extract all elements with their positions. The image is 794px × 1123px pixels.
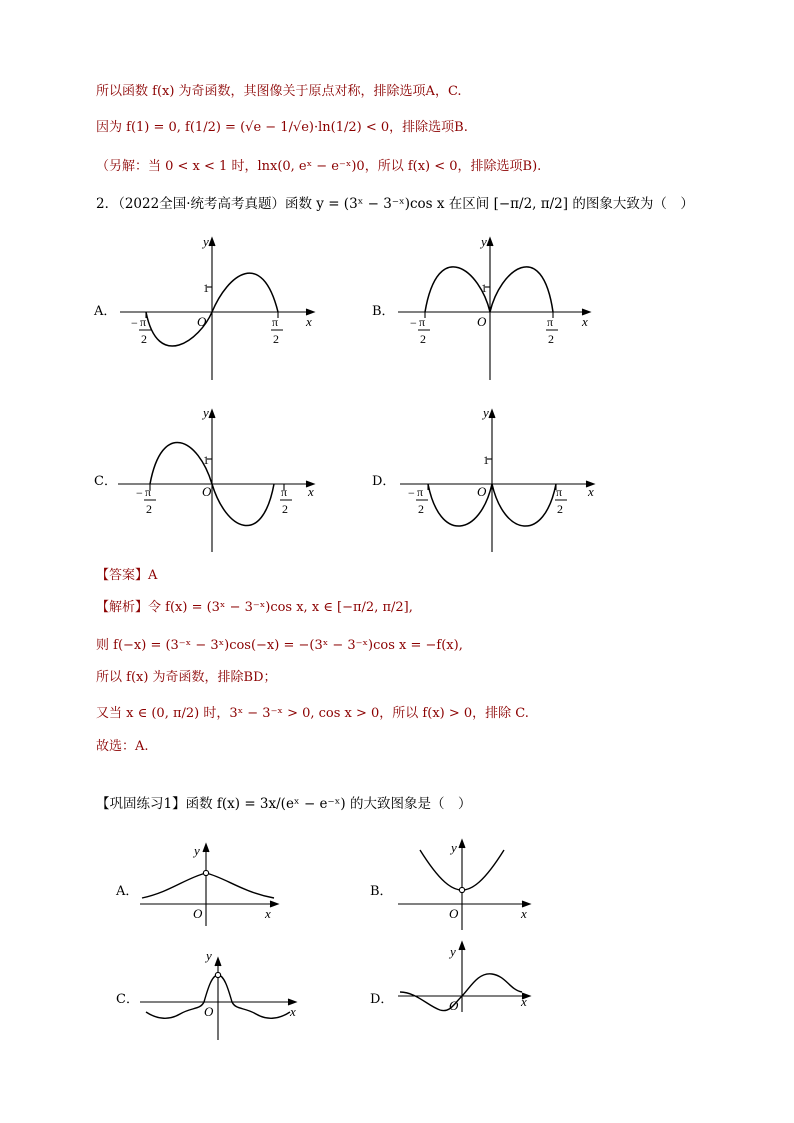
- graph-a-origin: O: [197, 314, 207, 329]
- graph-a-pos-two: 2: [273, 332, 279, 346]
- option-b-label: B．: [372, 304, 395, 319]
- graph-d-one: 1: [483, 453, 489, 467]
- graph-b-x-label: x: [582, 314, 588, 329]
- practice-c-x-label: x: [290, 1004, 296, 1019]
- graph-a-neg-minus: −: [131, 316, 138, 330]
- graph-b-origin: O: [477, 314, 487, 329]
- graph-c-pos-pi: π: [281, 485, 288, 499]
- graph-b-neg-two: 2: [420, 332, 426, 346]
- graph-b-pos-two: 2: [548, 332, 554, 346]
- graph-d-neg-two: 2: [418, 502, 424, 516]
- graph-a-x-label: x: [306, 314, 312, 329]
- graph-b-one: 1: [481, 281, 487, 295]
- solution-line-2: 因为 f(1) = 0, f(1/2) = (√e − 1/√e)·ln(1/2) < 0，排除选项B.: [96, 120, 468, 135]
- graph-c-y-label: y: [203, 405, 209, 420]
- graph-d-x-label: x: [588, 484, 594, 499]
- practice-text: 函数 f(x) = 3x/(eˣ − e⁻ˣ) 的大致图象是（ ）: [185, 796, 472, 812]
- graph-c-neg-minus: −: [136, 486, 143, 500]
- practice-tag: 【巩固练习1】: [96, 796, 186, 812]
- option-c-label: C．: [94, 474, 117, 489]
- analysis-line-5: 故选：A.: [96, 739, 149, 754]
- answer-value: A: [148, 568, 158, 583]
- graph-d-neg-minus: −: [408, 486, 415, 500]
- analysis-line-3: 所以 f(x) 为奇函数，排除BD；: [96, 670, 277, 685]
- graph-d-origin: O: [477, 484, 487, 499]
- analysis-text-1: 令 f(x) = (3ˣ − 3⁻ˣ)cos x, x ∈ [−π/2, π/2],: [148, 600, 413, 615]
- practice-c-y-label: y: [206, 948, 212, 963]
- graph-d-pos-two: 2: [557, 502, 563, 516]
- practice-b-y-label: y: [451, 840, 457, 855]
- option-a-label: A．: [94, 304, 117, 319]
- practice-b-origin: O: [449, 906, 459, 921]
- solution-line-1: 所以函数 f(x) 为奇函数，其图像关于原点对称，排除选项A，C.: [96, 84, 462, 99]
- graph-a-neg-two: 2: [141, 332, 147, 346]
- analysis-line-4: 又当 x ∈ (0, π/2) 时，3ˣ − 3⁻ˣ > 0, cos x > 0，所以 f(x) > 0，排除 C.: [96, 706, 529, 721]
- graph-a-neg-pi: π: [140, 315, 147, 329]
- option-d-label: D．: [372, 474, 396, 489]
- practice-option-a-label: A．: [116, 884, 139, 899]
- practice-d-x-label: x: [521, 994, 527, 1009]
- analysis-tag: 【解析】: [96, 600, 149, 615]
- practice-option-d-label: D．: [370, 992, 394, 1007]
- graph-a-one: 1: [203, 281, 209, 295]
- solution-line-3: （另解：当 0 < x < 1 时，lnx(0, eˣ − e⁻ˣ)0，所以 f(x) < 0，排除选项B).: [96, 159, 542, 174]
- practice-a-origin: O: [193, 906, 203, 921]
- question-2-text: 2．（2022全国·统考高考真题）函数 y = (3ˣ − 3⁻ˣ)cos x 在区间 [−π/2, π/2] 的图象大致为（ ）: [96, 196, 694, 212]
- graph-c-neg-pi: π: [145, 485, 152, 499]
- practice-c-origin: O: [204, 1004, 214, 1019]
- graph-b-neg-pi: π: [419, 315, 426, 329]
- practice-a-y-label: y: [194, 843, 200, 858]
- graph-b-y-label: y: [481, 234, 487, 249]
- graph-d-pos-pi: π: [556, 485, 563, 499]
- graph-a-pos-pi: π: [272, 315, 279, 329]
- graph-d-neg-pi: π: [417, 485, 424, 499]
- graph-c-one: 1: [203, 453, 209, 467]
- practice-b-x-label: x: [521, 906, 527, 921]
- graph-c-pos-two: 2: [282, 502, 288, 516]
- practice-a-x-label: x: [265, 906, 271, 921]
- graph-c-neg-two: 2: [146, 502, 152, 516]
- graph-b-pos-pi: π: [547, 315, 554, 329]
- graph-d-y-label: y: [483, 405, 489, 420]
- practice-d-y-label: y: [450, 944, 456, 959]
- analysis-line-2: 则 f(−x) = (3⁻ˣ − 3ˣ)cos(−x) = −(3ˣ − 3⁻ˣ)cos x = −f(x),: [96, 638, 463, 653]
- graph-c-x-label: x: [308, 484, 314, 499]
- practice-option-b-label: B．: [370, 884, 393, 899]
- graph-a-y-label: y: [203, 234, 209, 249]
- practice-d-origin: O: [449, 998, 459, 1013]
- graph-b-neg-minus: −: [410, 316, 417, 330]
- graph-c-origin: O: [202, 484, 212, 499]
- practice-option-c-label: C．: [116, 992, 139, 1007]
- answer-tag: 【答案】: [96, 568, 149, 583]
